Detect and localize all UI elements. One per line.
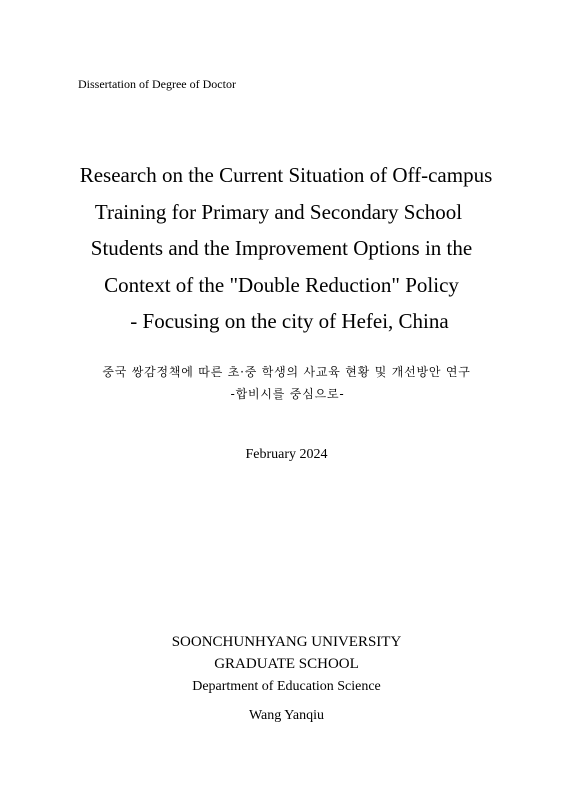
institution [0, 631, 565, 699]
school-name: GRADUATE SCHOOL [214, 656, 359, 672]
title-line-4: Context of the "Double Reduction" Policy [104, 272, 459, 297]
title-line-1: Research on the Current Situation of Off-campus [79, 163, 493, 187]
title-line-5: - Focusing on the city of Hefei, China [130, 309, 449, 333]
english-title [0, 157, 565, 340]
author-name: Wang Yanqiu [248, 708, 325, 723]
korean-title [0, 361, 565, 405]
degree-label: Dissertation of Degree of Doctor [78, 77, 236, 91]
korean-title-line-2: -합비시를 중심으로- [230, 387, 345, 401]
title-line-2: Training for Primary and Secondary School [94, 199, 463, 224]
university-name: SOONCHUNHYANG UNIVERSITY [171, 634, 402, 650]
submission-date: February 2024 [245, 447, 328, 462]
department-name: Department of Education Science [192, 679, 381, 694]
title-line-3: Students and the Improvement Options in the [90, 236, 473, 260]
korean-title-line-1: 중국 쌍감정책에 따른 초·중 학생의 사교육 현황 및 개선방안 연구 [102, 365, 471, 379]
